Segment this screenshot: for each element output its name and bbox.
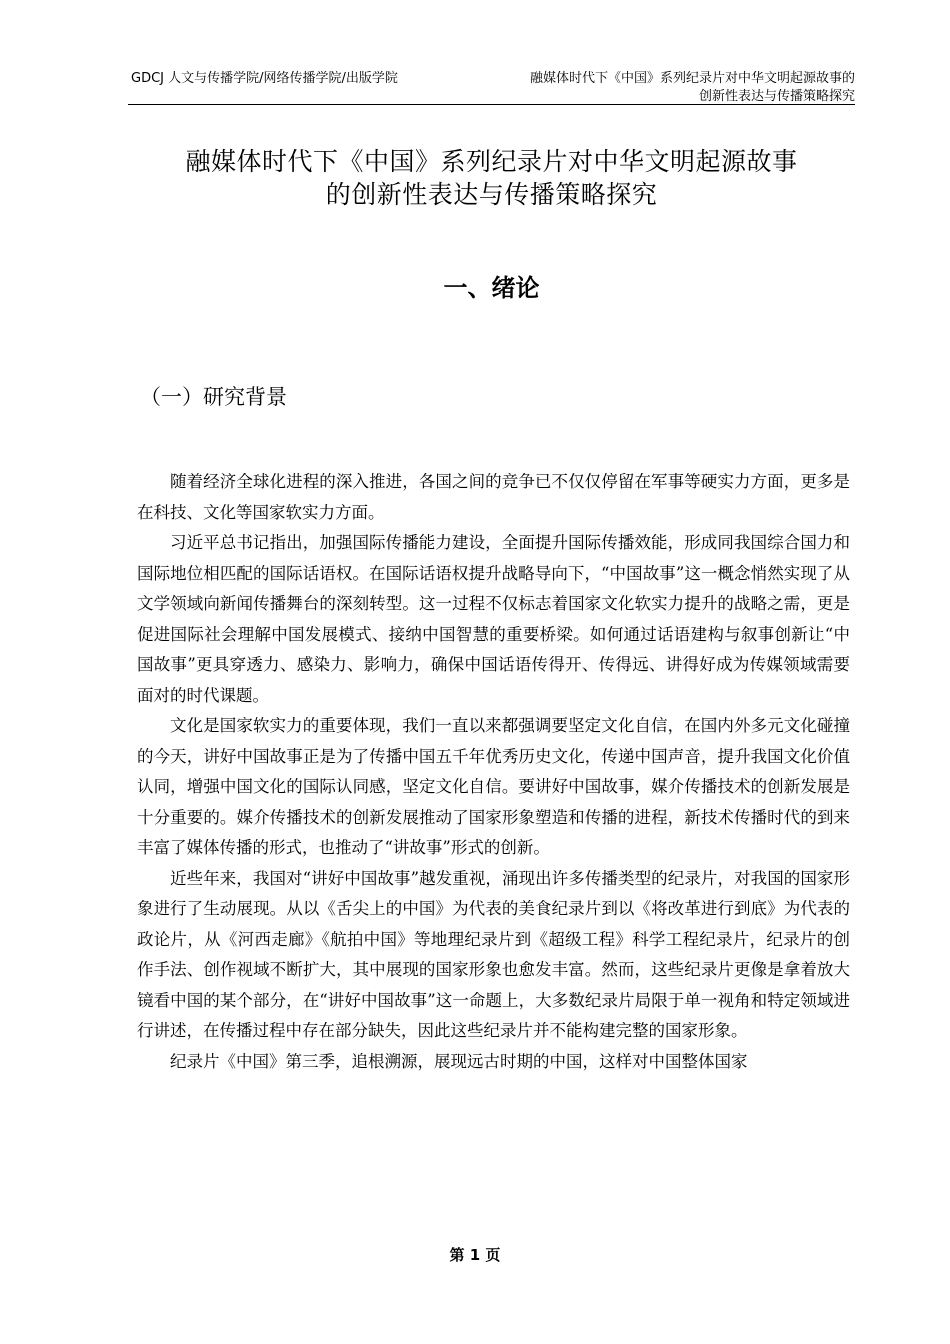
document-title-line2: 的创新性表达与传播策略探究 <box>325 180 658 209</box>
paragraph: 纪录片《中国》第三季，追根溯源，展现远古时期的中国，这样对中国整体国家 <box>170 1051 748 1071</box>
body-text <box>137 467 850 1077</box>
paragraph: 习近平总书记指出，加强国际传播能力建设，全面提升国际传播效能，形成同我国综合国力和国际地位相匹配的国际话语权。在国际话语权提升战略导向下，“中国故事”这一概念悄然实现了从文学领域向新闻传播舞台的深刻转型。这一过程不仅标志着国家文化软实力提升的战略之需，更是促进国际社会理解中国发展模式、接纳中国智慧的重要桥梁。如何通过话语建构与叙事创新让“中国故事”更具穿透力、感染力、影响力，确保中国话语传得开、传得远、讲得好成为传媒领域需要面对的时代课题。 <box>137 533 850 705</box>
document-title <box>128 145 855 211</box>
document-title-line1: 融媒体时代下《中国》系列纪录片对中华文明起源故事 <box>185 147 798 176</box>
paragraph: 近些年来，我国对“讲好中国故事”越发重视，涌现出许多传播类型的纪录片，对我国的国家形象进行了生动展现。从以《舌尖上的中国》为代表的美食纪录片到以《将改革进行到底》为代表的政论片，从《河西走廊》《航拍中国》等地理纪录片到《超级工程》科学工程纪录片，纪录片的创作手法、创作视域不断扩大，其中展现的国家形象也愈发丰富。然而，这些纪录片更像是拿着放大镜看中国的某个部分，在“讲好中国故事”这一命题上，大多数纪录片局限于单一视角和特定领域进行讲述，在传播过程中存在部分缺失，因此这些纪录片并不能构建完整的国家形象。 <box>137 868 850 1040</box>
chapter-heading: 一、绪论 <box>443 274 540 302</box>
running-header-left: GDCJ 人文与传播学院/网络传播学院/出版学院 <box>131 71 398 86</box>
page-number: 第 1 页 <box>449 1246 501 1264</box>
running-header-right-line2: 创新性表达与传播策略探究 <box>698 89 855 104</box>
paragraph: 随着经济全球化进程的深入推进，各国之间的竞争已不仅仅停留在军事等硬实力方面，更多是在科技、文化等国家软实力方面。 <box>137 472 850 522</box>
header-divider <box>128 104 855 105</box>
paragraph: 文化是国家软实力的重要体现，我们一直以来都强调要坚定文化自信，在国内外多元文化碰撞的今天，讲好中国故事正是为了传播中国五千年优秀历史文化，传递中国声音，提升我国文化价值认同，增强中国文化的国际认同感，坚定文化自信。要讲好中国故事，媒介传播技术的创新发展是十分重要的。媒介传播技术的创新发展推动了国家形象塑造和传播的进程，新技术传播时代的到来丰富了媒体传播的形式，也推动了“讲故事”形式的创新。 <box>137 716 850 857</box>
running-header-right-line1: 融媒体时代下《中国》系列纪录片对中华文明起源故事的 <box>529 71 855 86</box>
running-header-right <box>475 70 855 106</box>
section-heading: （一）研究背景 <box>140 385 287 409</box>
